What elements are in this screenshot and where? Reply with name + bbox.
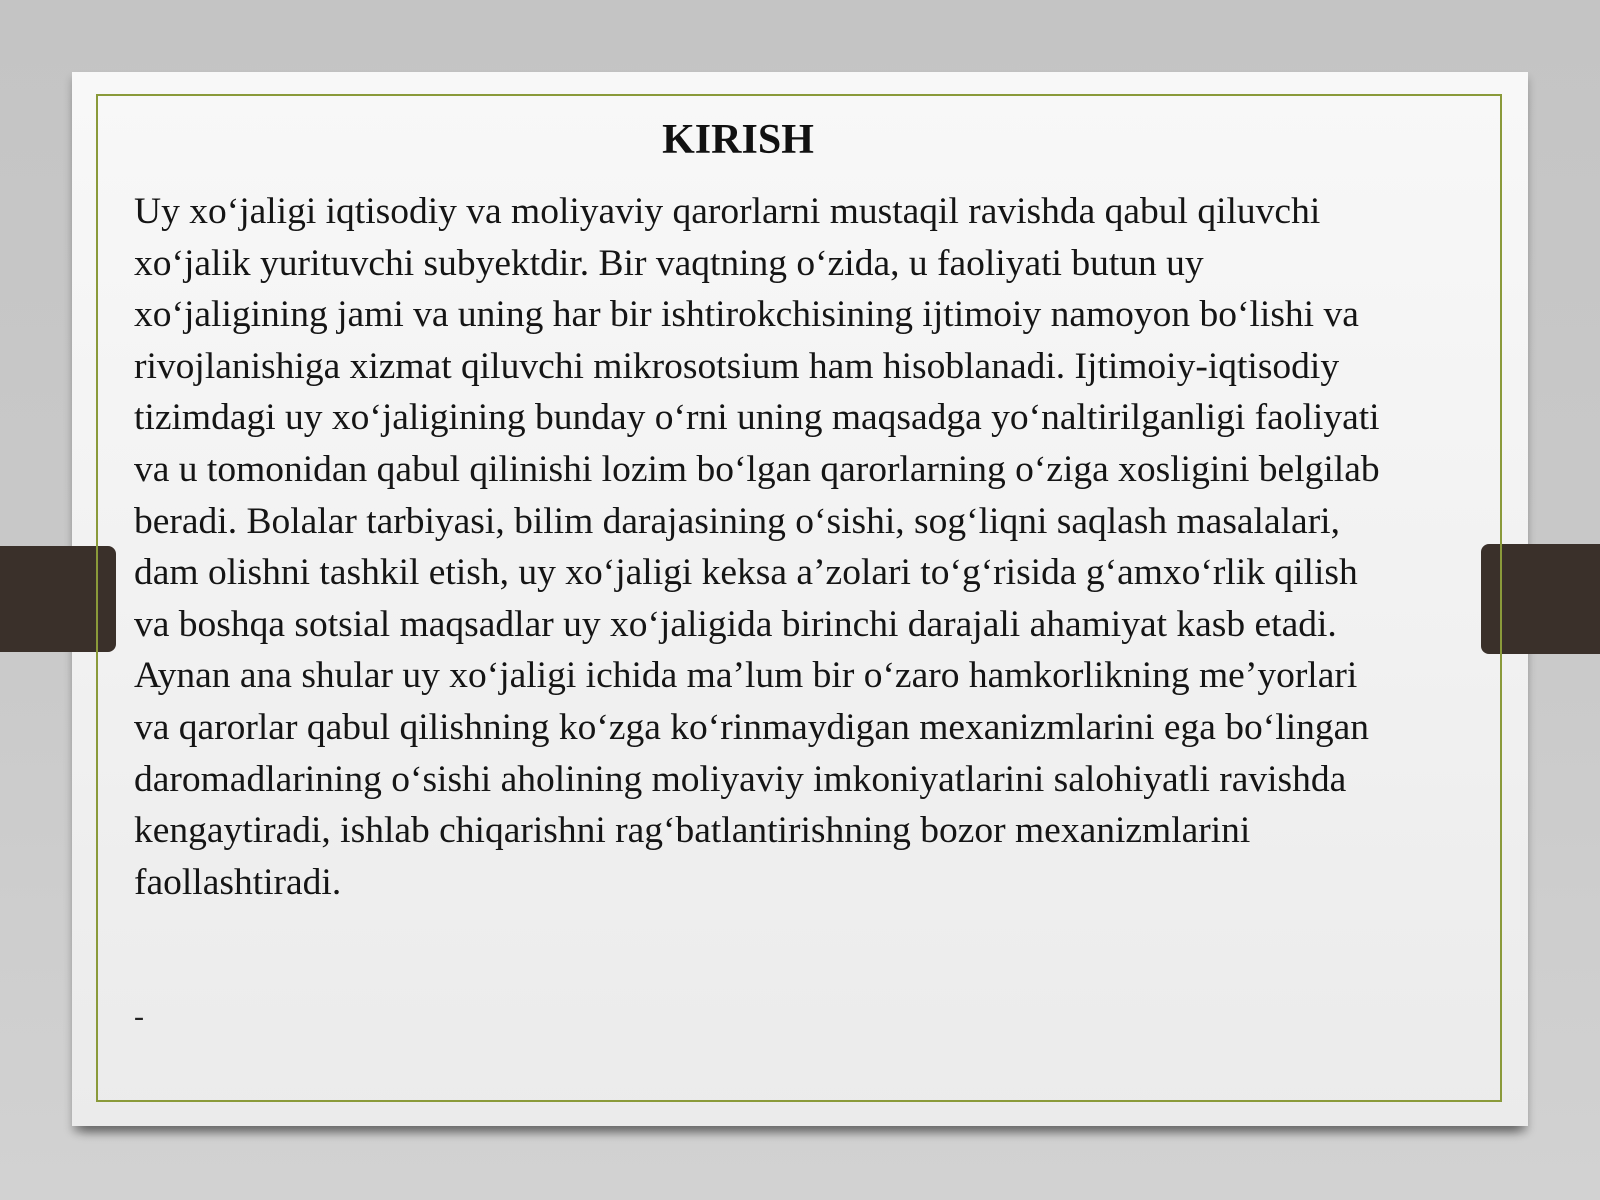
slide-title: KIRISH (662, 117, 814, 163)
footer-dash-mark: - (134, 1000, 144, 1033)
slide-body-paragraph: Uy xo‘jaligi iqtisodiy va moliyaviy qarorlarni mustaqil ravishda qabul qiluvchi xo‘jalik yurituvchi subyektdir. Bir vaqtning o‘zida, u faoliyati butun uy xo‘jaligining jami va uning har bir ishtirokchisining ijtimoiy namoyon bo‘lishi va rivojlanishiga xizmat qiluvchi mikrosotsium ham hisoblanadi. Ijtimoiy-iqtisodiy tizimdagi uy xo‘jaligining bunday o‘rni uning maqsadga yo‘naltirilganligi faoliyati va u tomonidan qabul qilinishi lozim bo‘lgan qarorlarning o‘ziga xosligini belgilab beradi. Bolalar tarbiyasi, bilim darajasining o‘sishi, sog‘liqni saqlash masalalari, dam olishni tashkil etish, uy xo‘jaligi keksa a’zolari to‘g‘risida g‘amxo‘rlik qilish va boshqa sotsial maqsadlar uy xo‘jaligida birinchi darajali ahamiyat kasb etadi. Aynan ana shular uy xo‘jaligi ichida ma’lum bir o‘zaro hamkorlikning me’yorlari va qarorlar qabul qilishning ko‘zga ko‘rinmaydigan mexanizmlarini ega bo‘lingan daromadlarining o‘sishi aholining moliyaviy imkoniyatlarini salohiyatli ravishda kengaytiradi, ishlab chiqarishni rag‘batlantirishning bozor mexanizmlarini faollashtiradi. (134, 191, 1380, 903)
